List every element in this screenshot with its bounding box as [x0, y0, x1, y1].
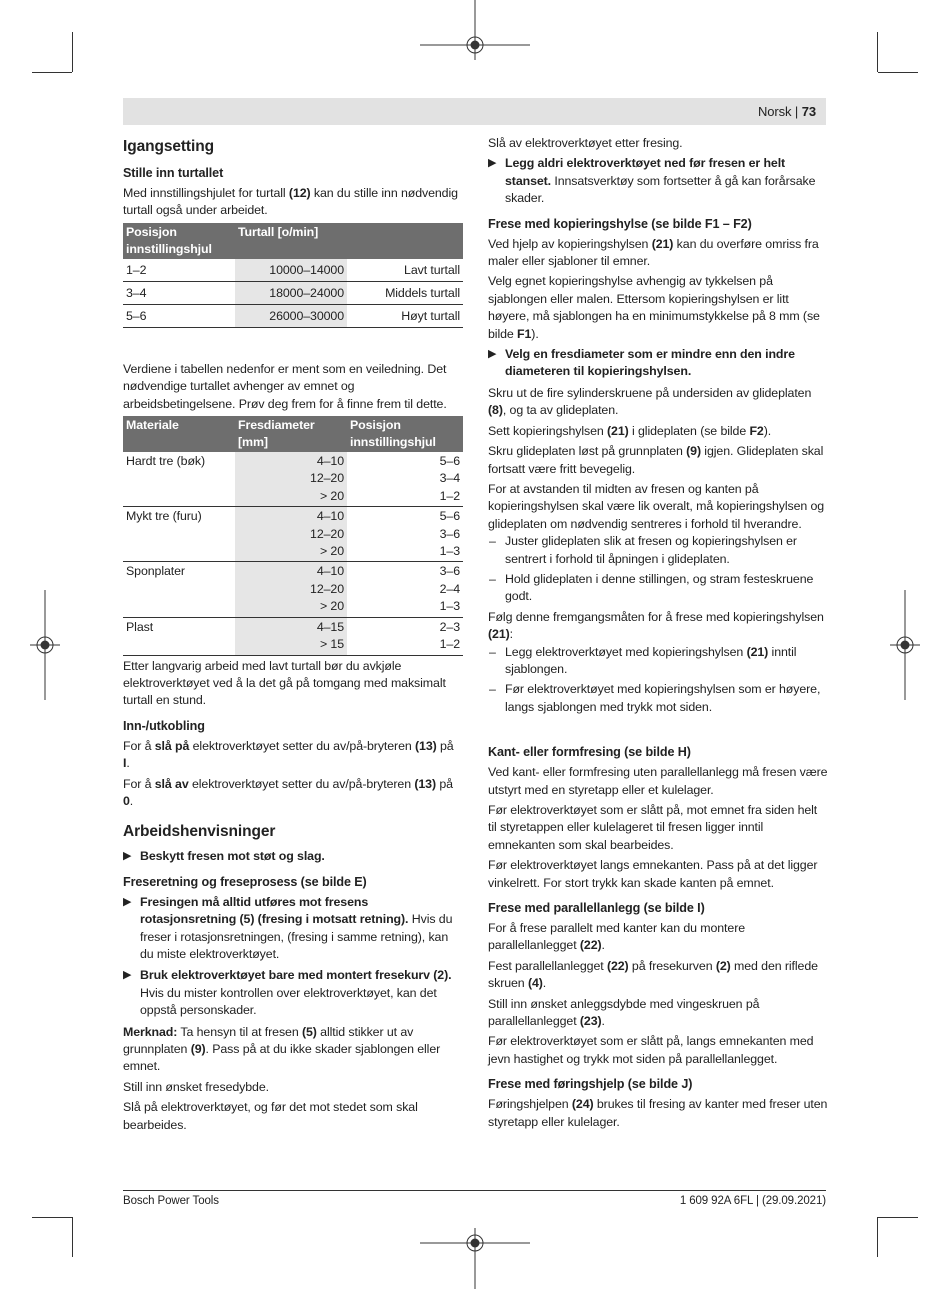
paragraph-folg: Følg denne fremgangsmåten for å frese med kopieringshylsen (21):: [488, 609, 824, 642]
paragraph-skru2: Skru glideplaten løst på grunnplaten (9) igjen. Glideplaten skal fortsatt være fritt bevegelig.: [488, 444, 824, 476]
paragraph-par4: Før elektroverktøyet som er slått på, langs emnekanten med jevn hastighet og trykk mot siden på parallellanlegget.: [488, 1034, 814, 1066]
heading-arbeidshenvisninger: Arbeidshenvisninger: [123, 823, 276, 841]
triangle-bullet-icon: ▶: [123, 850, 132, 863]
crop-mark: [72, 32, 73, 72]
paragraph-merknad: Merknad: Ta hensyn til at fresen (5) alltid stikker ut av grunnplaten (9). Pass på at du ikke skader sjablongen eller emnet.: [123, 1024, 441, 1074]
registration-mark-icon: [30, 590, 60, 700]
paragraph-kopi1: Ved hjelp av kopieringshylsen (21) kan du overføre omriss fra maler eller sjabloner til emner.: [488, 236, 819, 269]
table-header: [347, 223, 463, 259]
warning-legg: ▶ Legg aldri elektroverktøyet ned før fresen er helt stanset. Innsatsverktøy som fortsetter å gå kan forårsake skader.: [488, 156, 816, 206]
heading-igangsetting: Igangsetting: [123, 138, 214, 155]
table-header: Turtall [o/min]: [235, 223, 347, 259]
crop-mark: [32, 72, 72, 73]
paragraph-skru: Skru ut de fire sylinderskruene på undersiden av glideplaten (8), og ta av glideplaten.: [488, 385, 812, 418]
crop-mark: [878, 72, 918, 73]
list-item: – Før elektroverktøyet med kopieringshylsen som er høyere, langs sjablongen med trykk mot siden.: [489, 682, 821, 714]
triangle-bullet-icon: ▶: [488, 157, 497, 170]
table-row: 3–4 18000–24000 Middels turtall: [123, 281, 463, 304]
table-header: Posisjon innstillingshjul: [123, 223, 235, 259]
triangle-bullet-icon: ▶: [123, 895, 132, 908]
paragraph-kopi2: Velg egnet kopieringshylse avhengig av tykkelsen på sjablongen eller malen. Ettersom kopieringshylsen er litt høyere, må sjablongen ha en minimumstykkelse på 8 mm (se bilde F1).: [488, 274, 820, 341]
page-number: 73: [801, 104, 816, 119]
paragraph-kant1: Ved kant- eller formfresing uten parallellanlegg må fresen være utstyrt med en styretapp eller et kulelager.: [488, 765, 828, 797]
warning-beskytt: ▶ Beskytt fresen mot støt og slag.: [123, 848, 463, 865]
page-footer: [123, 1190, 826, 1207]
footer-left: Bosch Power Tools: [123, 1195, 219, 1207]
heading-inn-utkobling: Inn-/utkobling: [123, 718, 205, 733]
paragraph-kant2: Før elektroverktøyet som er slått på, mot emnet fra siden helt til styretappen eller kulelageret til fresen ligger inntil emnekanten som skal bearbeides.: [488, 803, 818, 852]
paragraph-sla-av: For å slå av elektroverktøyet setter du av/på-bryteren (13) på 0.: [123, 776, 453, 808]
heading-kopieringshylse: Frese med kopieringshylse (se bilde F1 – F2): [488, 216, 752, 231]
header-language: Norsk: [757, 104, 792, 119]
header-text: [758, 103, 816, 120]
warning-velg: ▶ Velg en fresdiameter som er mindre enn den indre diameteren til kopieringshylsen.: [488, 347, 795, 379]
table-header: Fresdiameter [mm]: [235, 416, 347, 452]
table-row: 1–2 10000–14000 Lavt turtall: [123, 259, 463, 282]
crop-mark: [72, 1217, 73, 1257]
table-row: 5–6 26000–30000 Høyt turtall: [123, 304, 463, 327]
paragraph-kant3: Før elektroverktøyet langs emnekanten. Pass på at det ligger vinkelrett. For stort trykk kan skade kanten på emnet.: [488, 858, 818, 890]
crop-mark: [877, 1217, 878, 1257]
heading-parallellanlegg: Frese med parallellanlegg (se bilde I): [488, 901, 705, 916]
paragraph-still: Still inn ønsket fresedybde.: [123, 1079, 269, 1094]
paragraph-sla-pa: For å slå på elektroverktøyet setter du av/på-bryteren (13) på I.: [123, 738, 454, 771]
table-row: Plast 4–15 > 15 2–3 1–2: [123, 617, 463, 655]
left-column: [123, 135, 463, 1137]
warning-fresingen: ▶ Fresingen må alltid utføres mot fresens rotasjonsretning (5) (fresing i motsatt retning). Hvis du freser i rotasjonsretningen, (fresing i samme retning), kan du miste elektroverktøyet.: [123, 894, 453, 961]
paragraph-par3: Still inn ønsket anleggsdybde med vingeskruen på parallellanlegget (23).: [488, 996, 760, 1029]
crop-mark: [877, 32, 878, 72]
table-row: Mykt tre (furu) 4–10 12–20 > 20 5–6 3–6 1–3: [123, 507, 463, 562]
footer-right: 1 609 92A 6FL | (29.09.2021): [679, 1195, 826, 1207]
paragraph-sett: Sett kopieringshylsen (21) i glideplaten (se bilde F2).: [488, 423, 772, 438]
paragraph-sla-av-etter: Slå av elektroverktøyet etter fresing.: [488, 136, 683, 150]
paragraph-par1: For å frese parallelt med kanter kan du montere parallellanlegget (22).: [488, 921, 746, 953]
heading-turtall: Stille inn turtallet: [123, 166, 224, 180]
crop-mark: [32, 1217, 72, 1218]
registration-mark-icon: [420, 0, 530, 60]
heading-kantfresing: Kant- eller formfresing (se bilde H): [488, 745, 691, 760]
table-header: Posisjon innstillingshjul: [347, 416, 463, 452]
speed-table: [123, 223, 463, 328]
paragraph-turtall: Med innstillingshjulet for turtall (12) kan du stille inn nødvendig turtall også under arbeidet.: [123, 186, 458, 218]
table-row: Hardt tre (bøk) 4–10 12–20 > 20 5–6 3–4 1–2: [123, 452, 463, 507]
registration-mark-icon: [890, 590, 920, 700]
material-table: [123, 416, 463, 655]
paragraph-verdiene: Verdiene i tabellen nedenfor er ment som en veiledning. Det nødvendige turtallet avhenger av emnet og arbeidsbetingelsene. Prøv deg frem for å finne frem til dette.: [123, 361, 447, 411]
list-item: – Hold glideplaten i denne stillingen, og stram festeskruene godt.: [489, 571, 814, 604]
crop-mark: [878, 1217, 918, 1218]
heading-foringshjelp: Frese med føringshjelp (se bilde J): [488, 1077, 693, 1092]
right-column: [488, 135, 828, 1134]
table-header: Materiale: [123, 416, 235, 452]
table-row: Sponplater 4–10 12–20 > 20 3–6 2–4 1–3: [123, 562, 463, 617]
list-item: – Legg elektroverktøyet med kopieringshylsen (21) inntil sjablongen.: [489, 644, 797, 676]
paragraph-avstand: For at avstanden til midten av fresen og kanten på kopieringshylsen skal være lik overalt, må kopieringshylsen og glideplaten om nødvendig sentreres i forhold til hverandre.: [488, 481, 825, 531]
registration-mark-icon: [420, 1228, 530, 1289]
warning-bruk: ▶ Bruk elektroverktøyet bare med montert fresekurv (2). Hvis du mister kontrollen over elektroverktøyet, kan det oppstå personskader.: [123, 968, 452, 1018]
triangle-bullet-icon: ▶: [488, 348, 497, 361]
paragraph-etter: Etter langvarig arbeid med lavt turtall bør du avkjøle elektroverktøyet ved å la det gå på tomgang med maksimalt turtall en stund.: [123, 658, 446, 708]
page-header: [123, 98, 826, 125]
paragraph-foring: Føringshjelpen (24) brukes til fresing av kanter med freser uten styretapp eller kulelager.: [488, 1097, 828, 1129]
triangle-bullet-icon: ▶: [123, 969, 132, 982]
header-separator: |: [791, 104, 802, 119]
paragraph-sla: Slå på elektroverktøyet, og før det mot stedet som skal bearbeides.: [123, 1100, 418, 1132]
list-item: – Juster glideplaten slik at fresen og kopieringshylsen er sentrert i forhold til åpningen i glideplaten.: [489, 534, 797, 566]
heading-freseretning: Freseretning og freseprosess (se bilde E): [123, 874, 367, 889]
paragraph-par2: Fest parallellanlegget (22) på fresekurven (2) med den riflede skruen (4).: [488, 958, 818, 991]
